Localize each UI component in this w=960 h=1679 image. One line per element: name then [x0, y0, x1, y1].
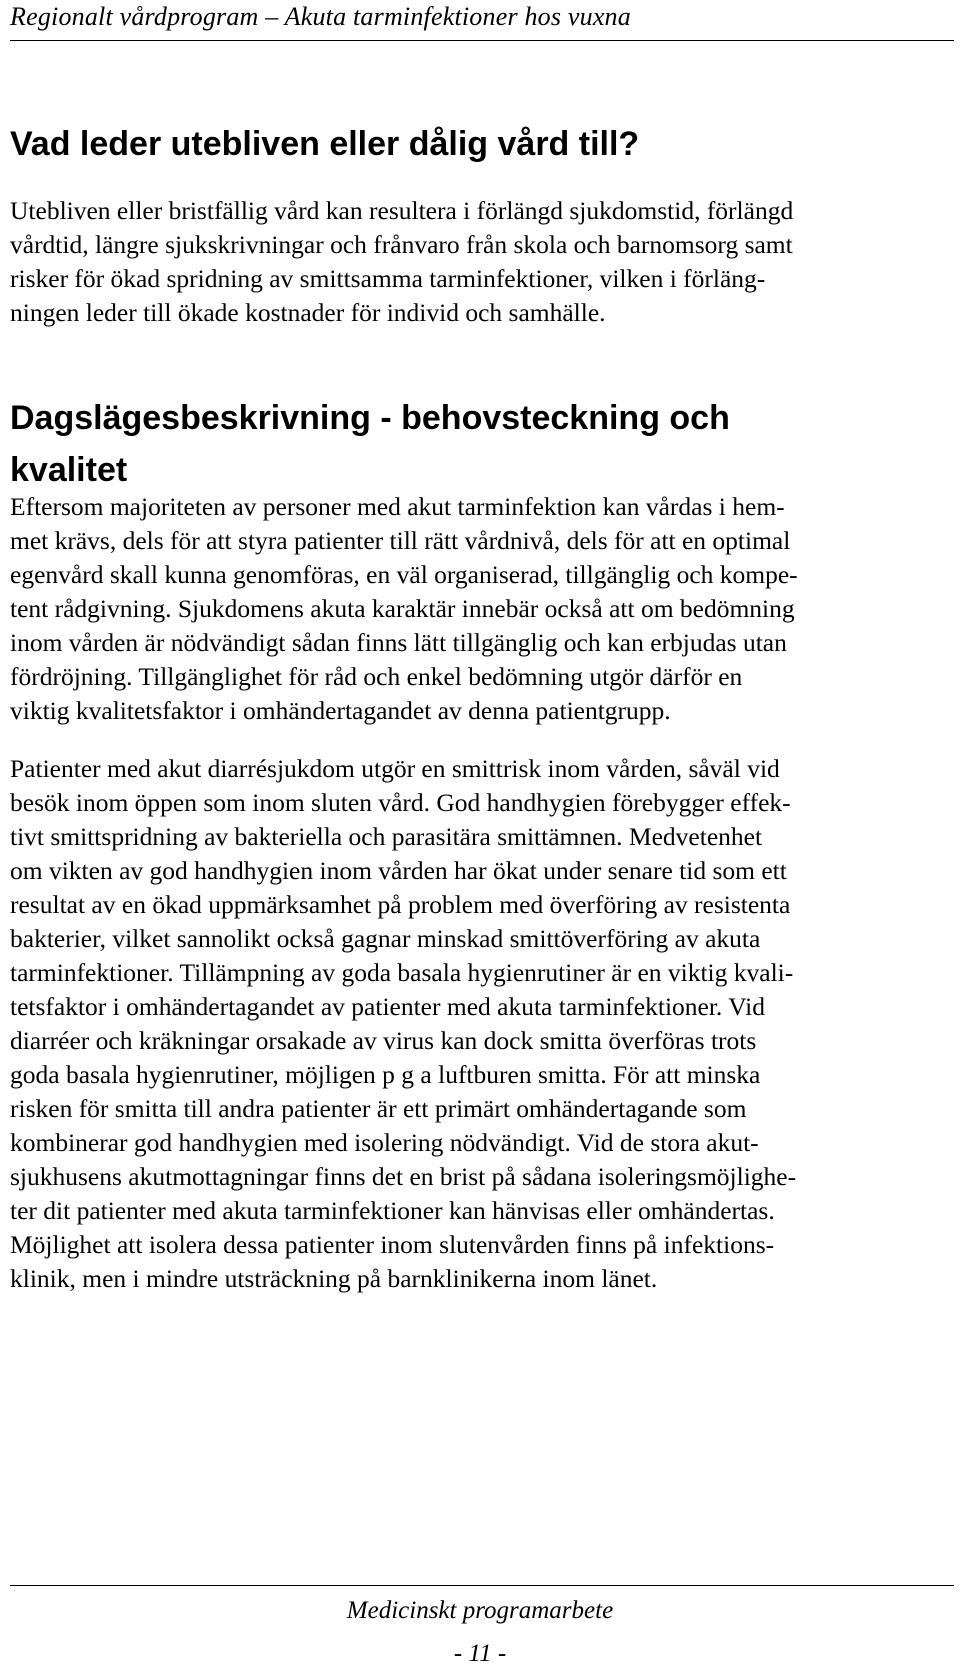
heading-line: Dagslägesbeskrivning - behovsteckning och — [10, 399, 730, 437]
text-line: tivt smittspridning av bakteriella och parasitära smittämnen. Medvetenhet — [10, 822, 763, 851]
text-line: risken för smitta till andra patienter är ett primärt omhändertagande som — [10, 1094, 747, 1123]
text-line: inom vården är nödvändigt sådan finns lätt tillgänglig och kan erbjudas utan — [10, 628, 787, 657]
consequences-paragraph — [10, 194, 960, 330]
text-line: ningen leder till ökade kostnader för individ och samhälle. — [10, 298, 606, 327]
text-line: resultat av en ökad uppmärksamhet på problem med överföring av resistenta — [10, 890, 791, 919]
text-line: om vikten av god handhygien inom vården har ökat under senare tid som ett — [10, 856, 787, 885]
page-header — [10, 0, 954, 41]
text-line: egenvård skall kunna genomföras, en väl organiserad, tillgänglig och kompe- — [10, 560, 798, 589]
text-line: tetsfaktor i omhändertagandet av patienter med akuta tarminfektioner. Vid — [10, 992, 765, 1021]
text-line: diarréer och kräkningar orsakade av virus kan dock smitta överföras trots — [10, 1026, 757, 1055]
text-line: ter dit patienter med akuta tarminfektioner kan hänvisas eller omhändertas. — [10, 1196, 775, 1225]
page-number: - 11 - — [453, 1640, 507, 1667]
text-line: Patienter med akut diarrésjukdom utgör en smittrisk inom vården, såväl vid — [10, 754, 780, 783]
text-line: viktig kvalitetsfaktor i omhändertagandet av denna patientgrupp. — [10, 696, 671, 725]
running-header-title: Regionalt vårdprogram – Akuta tarminfektioner hos vuxna — [10, 2, 631, 31]
text-line: Eftersom majoriteten av personer med akut tarminfektion kan vårdas i hem- — [10, 492, 785, 521]
text-line: met krävs, dels för att styra patienter till rätt vårdnivå, dels för att en optimal — [10, 526, 791, 555]
text-line: besök inom öppen som inom sluten vård. God handhygien förebygger effek- — [10, 788, 791, 817]
text-line: risker för ökad spridning av smittsamma tarminfektioner, vilken i förläng- — [10, 264, 766, 293]
section-heading-consequences: Vad leder utebliven eller dålig vård till? — [10, 125, 640, 163]
text-line: klinik, men i mindre utsträckning på barnklinikerna inom länet. — [10, 1264, 658, 1293]
text-line: tent rådgivning. Sjukdomens akuta karaktär innebär också att om bedömning — [10, 594, 795, 623]
text-line: sjukhusens akutmottagningar finns det en brist på sådana isoleringsmöjlighe- — [10, 1162, 797, 1191]
text-line: goda basala hygienrutiner, möjligen p g a luftburen smitta. För att minska — [10, 1060, 761, 1089]
text-line: Möjlighet att isolera dessa patienter inom slutenvården finns på infektions- — [10, 1230, 775, 1259]
advice-paragraph — [10, 490, 960, 728]
footer-label: Medicinskt programarbete — [346, 1597, 614, 1624]
text-line: bakterier, vilket sannolikt också gagnar minskad smittöverföring av akuta — [10, 924, 761, 953]
text-line: tarminfektioner. Tillämpning av goda basala hygienrutiner är en viktig kvali- — [10, 958, 794, 987]
text-line: Utebliven eller bristfällig vård kan resultera i förlängd sjukdomstid, förlängd — [10, 196, 794, 225]
heading-line: kvalitet — [10, 451, 128, 489]
text-line: vårdtid, längre sjukskrivningar och frånvaro från skola och barnomsorg samt — [10, 230, 793, 259]
text-line: kombinerar god handhygien med isolering nödvändigt. Vid de stora akut- — [10, 1128, 759, 1157]
text-line: fördröjning. Tillgänglighet för råd och enkel bedömning utgör därför en — [10, 662, 743, 691]
hygiene-paragraph — [10, 752, 960, 1296]
footer-divider — [10, 1585, 954, 1586]
section-heading-current-situation — [10, 392, 730, 496]
